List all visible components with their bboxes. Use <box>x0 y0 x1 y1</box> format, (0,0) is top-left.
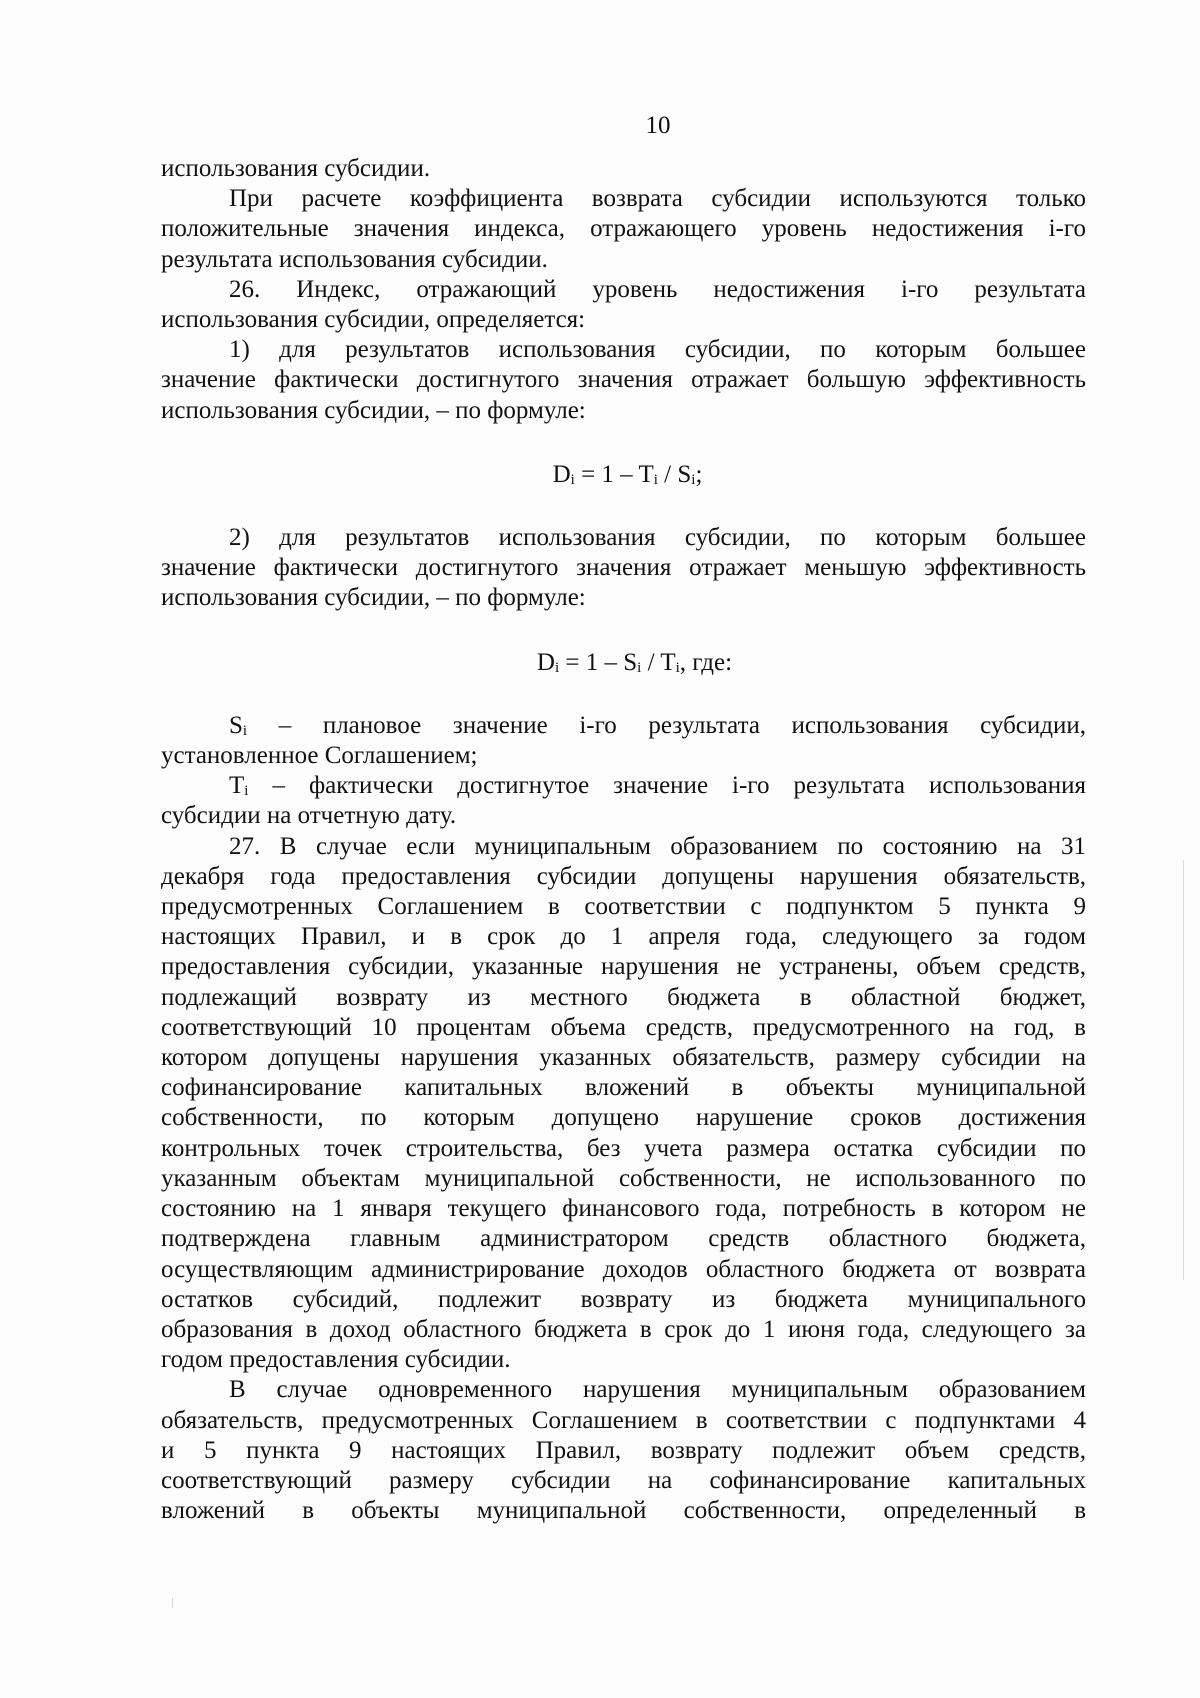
text-line: остатков субсидий, подлежит возврату из бюджета муниципального <box>161 1285 1086 1313</box>
scan-artifact <box>1183 860 1184 1280</box>
formula-1-end: ; <box>695 460 703 488</box>
formula-2 <box>161 614 1086 711</box>
formula-1-slash: / S <box>657 460 692 488</box>
scan-artifact <box>172 1598 173 1608</box>
text-line: 1) для результатов использования субсидии, по которым большее <box>229 336 1086 364</box>
text-line: вложений в объекты муниципальной собственности, определенный в <box>161 1497 1086 1525</box>
formula-2-slash: / T <box>641 648 676 676</box>
definition-s <box>161 711 1086 771</box>
s-definition-text: – плановое значение i-го результата использования субсидии, <box>247 711 1086 739</box>
text-line: состоянию на 1 января текущего финансового года, потребность в котором не <box>161 1195 1086 1223</box>
text-line: 27. В случае если муниципальным образованием по состоянию на 31 <box>229 832 1086 860</box>
text-line: положительные значения индекса, отражающего уровень недостижения i-го <box>161 215 1086 243</box>
text-line: 26. Индекс, отражающий уровень недостижения i-го результата <box>229 275 1086 303</box>
formula-2-lhs: D <box>536 648 555 676</box>
formula-2-eq: = 1 – S <box>559 648 638 676</box>
text-line: котором допущены нарушения указанных обязательств, размеру субсидии на <box>161 1044 1086 1072</box>
formula-1-lhs: D <box>552 460 571 488</box>
text-line: соответствующий 10 процентам объема средств, предусмотренного на год, в <box>161 1013 1086 1041</box>
paragraph-coefficient-note <box>161 184 1086 275</box>
text-line: значение фактически достигнутого значения отражает меньшую эффективность <box>161 554 1086 582</box>
page-number: 10 <box>645 112 671 139</box>
text-line: значение фактически достигнутого значения отражает большую эффективность <box>161 366 1086 394</box>
t-symbol-sub: i <box>244 783 249 800</box>
formula-1-t-sub: i <box>653 471 658 488</box>
t-definition-text: – фактически достигнутое значение i-го результата использования <box>248 772 1086 800</box>
formula-2-end: , где: <box>679 648 733 676</box>
text-line: контрольных точек строительства, без учета размера остатка субсидии по <box>161 1134 1086 1162</box>
paragraph-27 <box>161 832 1086 1376</box>
formula-2-s-sub: i <box>637 659 642 676</box>
text-line: В случае одновременного нарушения муниципальным образованием <box>229 1376 1086 1404</box>
formula-1 <box>161 426 1086 523</box>
formula-1-lhs-sub: i <box>570 471 575 488</box>
text-line: субсидии на отчетную дату. <box>161 802 457 830</box>
text-line: 2) для результатов использования субсидии, по которым большее <box>229 524 1086 552</box>
text-line: предусмотренных Соглашением в соответствии с подпунктом 5 пункта 9 <box>161 893 1086 921</box>
text-line: и 5 пункта 9 настоящих Правил, возврату подлежит объем средств, <box>161 1436 1086 1464</box>
text-line: предоставления субсидии, указанные нарушения не устранены, объем средств, <box>161 953 1086 981</box>
text-line: декабря года предоставления субсидии допущены нарушения обязательств, <box>161 862 1086 890</box>
text-line: образования в доход областного бюджета в срок до 1 июня года, следующего за <box>161 1315 1086 1343</box>
paragraph-simultaneous-violation <box>161 1375 1086 1526</box>
s-symbol-sub: i <box>242 722 248 739</box>
text-line: обязательств, предусмотренных Соглашением в соответствии с подпунктами 4 <box>161 1406 1086 1434</box>
text-line: софинансирование капитальных вложений в объекты муниципальной <box>161 1074 1086 1102</box>
text-line: результата использования субсидии. <box>161 245 548 273</box>
text-line <box>161 711 1086 741</box>
text-line: подтверждена главным администратором средств областного бюджета, <box>161 1225 1086 1253</box>
text-line: годом предоставления субсидии. <box>161 1346 511 1374</box>
text-line: собственности, по которым допущено нарушение сроков достижения <box>161 1104 1086 1132</box>
text-line: использования субсидии, – по формуле: <box>161 396 586 424</box>
text-line: соответствующий размеру субсидии на софинансирование капитальных <box>161 1466 1086 1494</box>
text-line: указанным объектам муниципальной собственности, не использованного по <box>161 1164 1086 1192</box>
document-body <box>161 154 1086 1526</box>
formula-1-s-sub: i <box>691 471 696 488</box>
text-line: использования субсидии, определяется: <box>161 306 586 334</box>
formula-2-lhs-sub: i <box>554 659 560 676</box>
text-line: При расчете коэффициента возврата субсидии используются только <box>229 185 1086 213</box>
text-line: осуществляющим администрирование доходов областного бюджета от возврата <box>161 1255 1086 1283</box>
text-line <box>161 771 1086 801</box>
formula-2-t-sub: i <box>675 659 680 676</box>
paragraph-continuation <box>161 154 1086 184</box>
paragraph-26-item-1 <box>161 335 1086 426</box>
text-line: настоящих Правил, и в срок до 1 апреля года, следующего за годом <box>161 923 1086 951</box>
text-line: использования субсидии, – по формуле: <box>161 584 586 612</box>
s-symbol: S <box>229 711 243 739</box>
paragraph-26-item-2 <box>161 523 1086 614</box>
formula-1-eq: = 1 – T <box>574 460 654 488</box>
text-line: использования субсидии. <box>161 155 431 182</box>
text-line: установленное Соглашением; <box>161 742 478 770</box>
t-symbol: T <box>229 772 245 800</box>
paragraph-26 <box>161 275 1086 335</box>
text-line: подлежащий возврату из местного бюджета в областной бюджет, <box>161 983 1086 1011</box>
definition-t <box>161 771 1086 831</box>
